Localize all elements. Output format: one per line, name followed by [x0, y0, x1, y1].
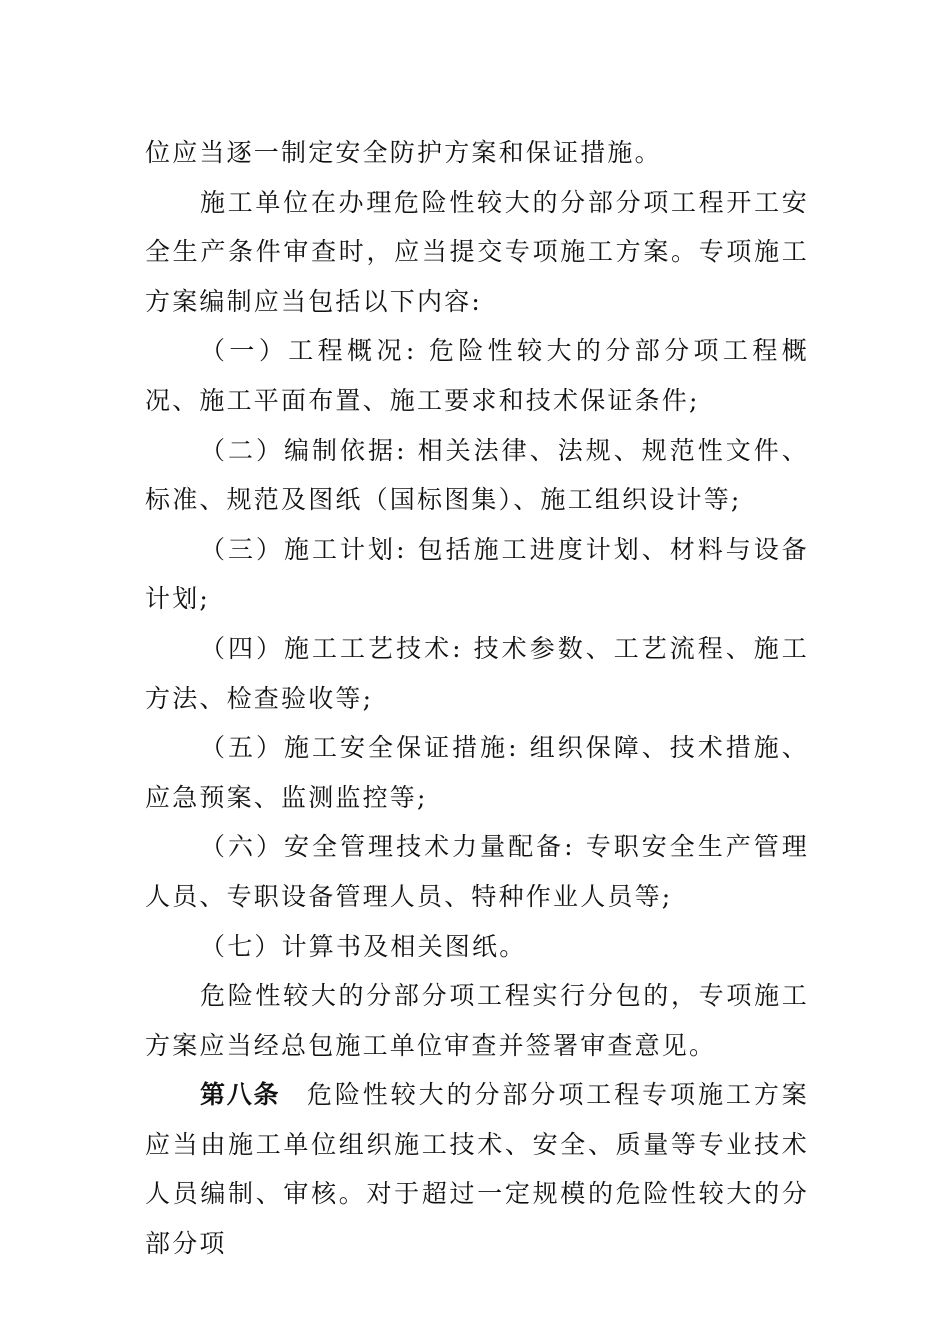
paragraph-continuation: 位应当逐一制定安全防护方案和保证措施。: [145, 138, 662, 167]
document-body: [145, 128, 809, 1269]
list-item-1-overview: （一）工程概况: 危险性较大的分部分项工程概况、施工平面布置、施工要求和技术保证条件;: [145, 336, 809, 415]
paragraph-construction-unit: 施工单位在办理危险性较大的分部分项工程开工安全生产条件审查时，应当提交专项施工方案。专项施工方案编制应当包括以下内容:: [145, 187, 809, 316]
article-8-text: 危险性较大的分部分项工程专项施工方案应当由施工单位组织施工技术、安全、质量等专业技术人员编制、审核。对于超过一定规模的危险性较大的分部分项: [145, 1080, 809, 1259]
list-item-5-safety-measures: （五）施工安全保证措施: 组织保障、技术措施、应急预案、监测监控等;: [145, 733, 809, 812]
list-item-2-basis: （二）编制依据: 相关法律、法规、规范性文件、标准、规范及图纸（国标图集）、施工组织设计等;: [145, 435, 809, 515]
list-item-7-calculations: （七）计算书及相关图纸。: [200, 931, 527, 961]
list-item-6-staffing: （六）安全管理技术力量配备: 专职安全生产管理人员、专职设备管理人员、特种作业人员等;: [145, 832, 809, 911]
article-8-label: 第八条: [200, 1080, 281, 1110]
list-item-3-plan: （三）施工计划: 包括施工进度计划、材料与设备计划;: [145, 534, 809, 614]
article-8-paragraph: [145, 1070, 809, 1268]
list-item-4-technique: （四）施工工艺技术: 技术参数、工艺流程、施工方法、检查验收等;: [145, 633, 809, 713]
paragraph-subcontract: 危险性较大的分部分项工程实行分包的，专项施工方案应当经总包施工单位审查并签署审查意见。: [145, 981, 809, 1060]
